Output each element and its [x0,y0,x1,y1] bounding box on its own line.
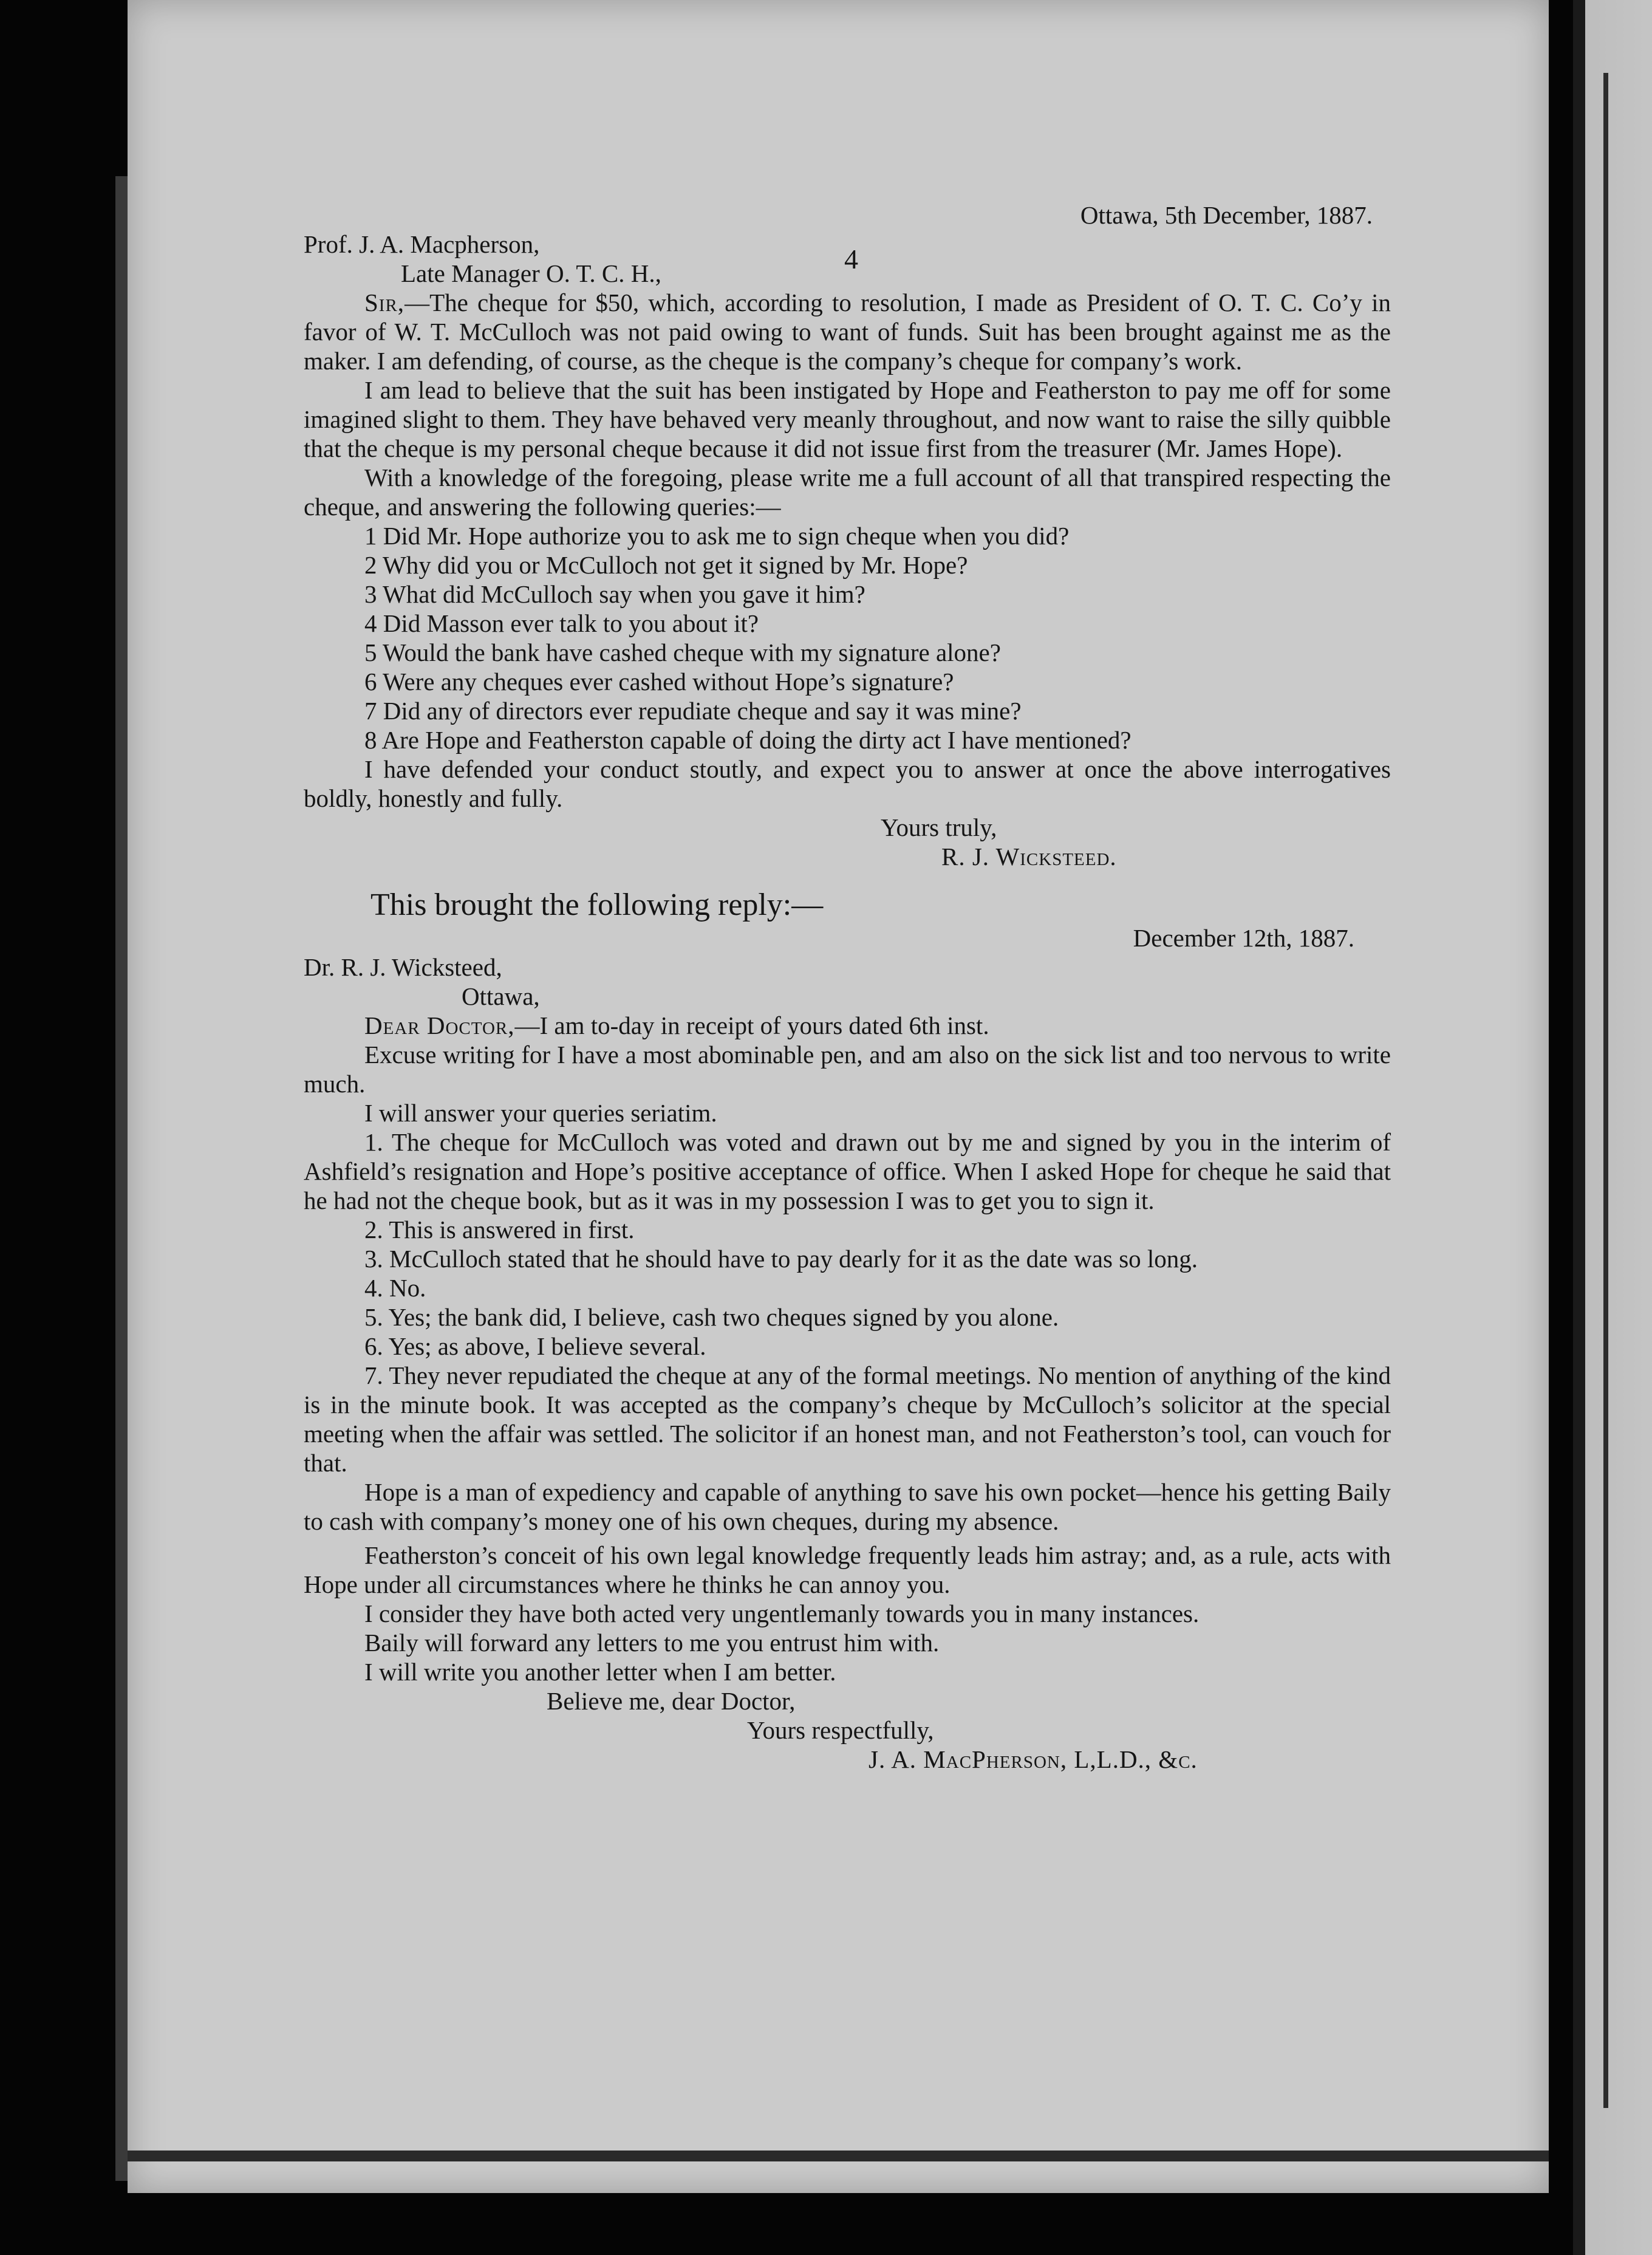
letter2-answer: 4. No. [364,1274,426,1302]
letter2-paragraph: I consider they have both acted very ungentlemanly towards you in many instances. [364,1600,1200,1627]
letter1-paragraph: With a knowledge of the foregoing, please write me a full account of all that transpired respecting the cheque, and answering the following queries:— [304,464,1391,521]
letter2-signature: J. A. MacPherson, L,L.D., &c. [869,1745,1198,1773]
letter1-salutation: Sir, [364,289,405,317]
letter2-paragraph: Baily will forward any letters to me you entrust him with. [364,1629,940,1657]
letter2-answer: 1. The cheque for McCulloch was voted and drawn out by me and signed by you in the interim of Ashfield’s resignation and Hope’s positive acceptance of office. When I asked Hope for cheque he said that he had not the cheque book, but as it was in my possession I was to get you to sign it. [304,1128,1391,1214]
letter1-paragraph-text: —The cheque for $50, which, according to resolution, I made as President of O. T. C. Co’y in favor of W. T. McCulloch was not paid owing to want of funds. Suit has been brought against me as the maker. I am defending, of course, as the cheque is the company’s cheque for company’s work. [304,289,1391,375]
letter2-closing: Believe me, dear Doctor, [547,1687,796,1715]
adjacent-page-edge [1573,0,1652,2255]
letter2-addressee: Dr. R. J. Wicksteed, [304,953,502,981]
letter1-valediction: Yours truly, [881,813,997,841]
page-bottom-edge [128,2151,1549,2161]
query-item: 2 Why did you or McCulloch not get it signed by Mr. Hope? [364,551,968,579]
letter2-salutation: Dear Doctor, [364,1011,515,1039]
letter1-closing-paragraph: I have defended your conduct stoutly, and expect you to answer at once the above interrogatives boldly, honestly and fully. [304,755,1391,812]
letter2-answer: 6. Yes; as above, I believe several. [364,1332,706,1360]
query-item: 8 Are Hope and Featherston capable of doing the dirty act I have mentioned? [364,726,1131,754]
letter2-answer: 2. This is answered in first. [364,1216,635,1244]
letter2-valediction: Yours respectfully, [747,1716,934,1744]
adjacent-page-line [1603,73,1608,2108]
letter1-addressee: Prof. J. A. Macpherson, [304,230,540,258]
query-item: 4 Did Masson ever talk to you about it? [364,609,759,637]
letter2-answer: 7. They never repudiated the cheque at any of the formal meetings. No mention of anything of the kind is in the minute book. It was accepted as the company’s cheque by McCulloch’s solicitor at the special meeting when the affair was settled. The solicitor if an honest man, and not Featherston’s tool, can vouch for that. [304,1361,1391,1477]
reply-intro: This brought the following reply:— [370,888,824,922]
letter2-paragraph: Excuse writing for I have a most abominable pen, and am also on the sick list and too nervous to write much. [304,1041,1391,1098]
letter1-signature: R. J. Wicksteed. [941,843,1117,871]
document-body [304,200,1391,1774]
letter1-paragraph [304,288,1391,375]
letter2-paragraph: I will answer your queries seriatim. [364,1099,717,1127]
query-item: 7 Did any of directors ever repudiate cheque and say it was mine? [364,697,1022,725]
letter2-opening [304,1011,1391,1040]
letter1-dateline: Ottawa, 5th December, 1887. [1080,201,1373,229]
query-item: 5 Would the bank have cashed cheque with my signature alone? [364,638,1001,666]
letter2-answer: 3. McCulloch stated that he should have to pay dearly for it as the date was so long. [364,1245,1198,1273]
letter2-addressee-place: Ottawa, [462,982,540,1010]
letter2-paragraph: Hope is a man of expediency and capable of anything to save his own pocket—hence his getting Baily to cash with company’s money one of his own cheques, during my absence. [304,1478,1391,1535]
letter2-paragraph: I will write you another letter when I am better. [364,1658,836,1686]
letter1-addressee-title: Late Manager O. T. C. H., [401,259,661,287]
page-number: 4 [844,244,858,275]
queries-list [304,521,1391,755]
letter2-paragraph: Featherston’s conceit of his own legal knowledge frequently leads him astray; and, as a rule, acts with Hope under all circumstances where he thinks he can annoy you. [304,1541,1391,1598]
letter2-answer: 5. Yes; the bank did, I believe, cash two cheques signed by you alone. [364,1303,1059,1331]
letter2-dateline: December 12th, 1887. [1133,924,1354,952]
query-item: 3 What did McCulloch say when you gave it him? [364,580,865,608]
query-item: 6 Were any cheques ever cashed without Hope’s signature? [364,668,954,696]
query-item: 1 Did Mr. Hope authorize you to ask me to sign cheque when you did? [364,522,1070,550]
letter1-paragraph: I am lead to believe that the suit has been instigated by Hope and Featherston to pay me off for some imagined slight to them. They have behaved very meanly throughout, and now want to raise the silly quibble that the cheque is my personal cheque because it did not issue first from the treasurer (Mr. James Hope). [304,376,1391,462]
letter2-opening-text: —I am to-day in receipt of yours dated 6th inst. [514,1011,989,1039]
